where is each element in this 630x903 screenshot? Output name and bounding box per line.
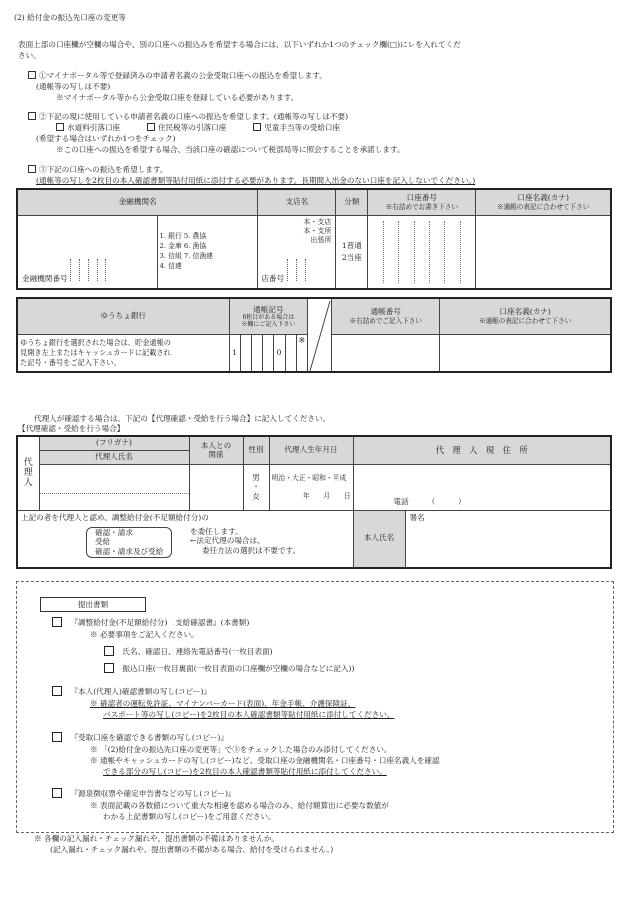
option-3 bbox=[28, 165, 167, 175]
principal-block bbox=[353, 510, 611, 568]
intro-text: 表面上部の口座欄が空欄の場合や、別の口座への振込みを希望する場合には、以下いずれか1つのチェック欄(□)にレを入れてくだ bbox=[18, 40, 461, 49]
phone-label: 電話 （ ） bbox=[393, 497, 466, 507]
doc-4-note-1: ※ 表面記載の各数値について重大な相違を認める場合のみ、給付額算出に必要な数値が bbox=[90, 801, 389, 810]
col-branch: 支店名 bbox=[258, 189, 336, 215]
tax-account-checkbox[interactable] bbox=[147, 123, 155, 131]
yucho-name-input[interactable] bbox=[440, 334, 611, 372]
col-yucho-name: 口座名義(カナ) ※通帳の表記に合わせて下さい bbox=[440, 298, 611, 334]
doc-2 bbox=[52, 686, 211, 697]
doc-1 bbox=[52, 617, 249, 628]
yucho-table bbox=[16, 297, 612, 373]
col-furigana: (フリガナ) bbox=[39, 436, 189, 450]
delegation-block: 上記の者を代理人と認め、調整給付金(不足額給付分)の 確認・請求 受給 確認・請求及び受給 を委任します。 ←法定代理の場合は、 委任方法の選択は不要です。 bbox=[17, 510, 353, 568]
doc-4-note-2: わかる上記書類の写し(コピー)をご用意ください。 bbox=[103, 812, 276, 821]
yucho-divider bbox=[308, 298, 332, 372]
doc-2-note-2: パスポート等の写し(コピー)を2枚目の本人確認書類等貼付用紙に添付してください。 bbox=[103, 710, 395, 719]
option-2-note: (希望する場合はいずれか1つをチェック) bbox=[36, 134, 176, 143]
option-1-checkbox[interactable] bbox=[28, 71, 36, 79]
yucho-asterisk: ※ bbox=[296, 334, 308, 372]
col-gender: 性別 bbox=[243, 436, 269, 464]
doc-1-sub-2-label: 振込口座(一枚目裏面(一枚目表面の口座欄が空欄の場合などに記入)) bbox=[122, 664, 355, 673]
bank-type-options: 1. 銀行 5. 農協 2. 金庫 6. 漁協 3. 信組 7. 信漁連 4. 信連 bbox=[157, 215, 258, 289]
account-number-input[interactable] bbox=[368, 215, 476, 289]
doc-1-note: ※ 必要事項をご記入ください。 bbox=[90, 630, 199, 639]
child-allowance-checkbox[interactable] bbox=[253, 123, 261, 131]
intro-text-cont: さい。 bbox=[18, 51, 41, 60]
doc-3 bbox=[52, 732, 228, 743]
yucho-symbol-digit[interactable] bbox=[262, 334, 273, 372]
bank-code-label: 金融機関番号 bbox=[22, 273, 68, 283]
option-3-note bbox=[36, 176, 475, 186]
footer-warning: ※ 各欄の記入漏れ・チェック漏れや、提出書類の不備はありませんか。 bbox=[34, 834, 280, 843]
doc-4 bbox=[52, 788, 236, 799]
option-2-note2: ※この口座への振込を希望する場合、当該口座の確認について税部局等に照会することを承諾します。 bbox=[56, 145, 405, 154]
doc-1-label: 『調整給付金(不足額給付分) 支給確認書』(本書類) bbox=[70, 618, 250, 627]
yucho-note: ゆうちょ銀行を選択された場合は、貯金通帳の 見開き左上またはキャッシュカードに記載され た記号・番号をご記入下さい。 bbox=[17, 334, 229, 372]
doc-3-checkbox[interactable] bbox=[52, 732, 62, 742]
doc-1-sub-2-checkbox[interactable] bbox=[104, 663, 114, 673]
documents-title: 提出書類 bbox=[40, 597, 146, 612]
doc-2-label: 『本人(代理人)確認書類の写し(コピー)』 bbox=[70, 687, 212, 696]
agent-name-input[interactable] bbox=[39, 464, 189, 510]
option-2-subchoices bbox=[56, 123, 340, 133]
principal-label: 本人氏名 bbox=[354, 511, 406, 567]
doc-3-label: 『受取口座を確認できる書類の写し(コピー)』 bbox=[70, 733, 228, 742]
doc-3-note-3: できる部分の写し(コピー)を2枚目の本人確認書類等貼付用紙に添付してください。 bbox=[103, 767, 387, 776]
option-1-note: (通帳等の写しは不要) bbox=[36, 82, 111, 91]
doc-1-checkbox[interactable] bbox=[52, 617, 62, 627]
doc-1-sub-2 bbox=[104, 663, 355, 674]
diagonal-line bbox=[308, 299, 332, 373]
signature-label: 署名 bbox=[409, 512, 425, 522]
agent-intro: 代理人が確認する場合は、下記の【代理確認・受給を行う場合】に記入してください。 bbox=[34, 414, 331, 423]
yucho-number-input[interactable] bbox=[332, 334, 440, 372]
birthdate-input[interactable]: 明治・大正・昭和・平成 年 月 日 bbox=[269, 464, 353, 510]
option-3-checkbox[interactable] bbox=[28, 165, 36, 173]
yucho-symbol-prefix: 1 bbox=[229, 334, 240, 372]
option-1-label: ①マイナポータル等で登録済みの申請者名義の公金受取口座への振込を希望します。 bbox=[39, 71, 327, 80]
doc-4-label: 『源泉徴収票や確定申告書などの写し(コピー)』 bbox=[70, 789, 236, 798]
doc-3-note-2: ※ 通帳やキャッシュカードの写し(コピー)など、受取口座の金融機関名・口座番号・口座名義人を確認 bbox=[90, 756, 440, 765]
option-2-checkbox[interactable] bbox=[28, 112, 36, 120]
col-symbol: 通帳記号 6桁目がある場合は ※欄にご記入下さい bbox=[229, 298, 308, 334]
option-2-label: ②下記の現に使用している申請者名義の口座への振込を希望します。(通帳等の写しは不要) bbox=[39, 112, 349, 121]
doc-1-sub-1-label: 氏名、確認日、連絡先電話番号(一枚目表面) bbox=[122, 647, 273, 656]
section-heading: (2) 給付金の振込先口座の変更等 bbox=[14, 13, 126, 22]
branch-input[interactable]: 本・支店 本・支所 出張所 店番号 bbox=[258, 215, 336, 289]
option-3-note-a: (通帳等の写しを2枚目の本人確認書類等貼付用紙に添付する必要があります。 bbox=[36, 176, 302, 185]
col-address: 代 理 人 現 住 所 bbox=[353, 436, 611, 464]
agent-heading: 【代理確認・受給を行う場合】 bbox=[18, 424, 125, 433]
doc-4-checkbox[interactable] bbox=[52, 788, 62, 798]
delegation-options[interactable]: 確認・請求 受給 確認・請求及び受給 bbox=[86, 527, 172, 559]
footer-warning-2: (記入漏れ・チェック漏れや、提出書類の不備がある場合、給付を受けられません。) bbox=[50, 845, 334, 854]
water-account-label: 水道料引落口座 bbox=[67, 123, 121, 132]
bank-account-table bbox=[16, 188, 612, 290]
doc-2-checkbox[interactable] bbox=[52, 686, 62, 696]
account-type-options[interactable]: 1普通 2当座 bbox=[336, 215, 368, 289]
option-2 bbox=[28, 112, 348, 122]
yucho-symbol-sixth[interactable] bbox=[285, 334, 296, 372]
option-1 bbox=[28, 71, 327, 81]
option-3-note-b: 長期間入出金のない口座を記入しないでください。) bbox=[301, 176, 476, 185]
col-account-name: 口座名義(カナ) ※通帳の表記に合わせて下さい bbox=[476, 189, 611, 215]
doc-2-note-1: ※ 確認者の運転免許証、マイナンバーカード(表面)、年金手帳、介護保険証、 bbox=[90, 699, 356, 708]
bank-name-input[interactable] bbox=[17, 215, 157, 289]
yucho-symbol-digit[interactable] bbox=[251, 334, 262, 372]
col-birthdate: 代理人生年月日 bbox=[269, 436, 353, 464]
doc-1-sub-1-checkbox[interactable] bbox=[104, 646, 114, 656]
col-account-number: 口座番号 ※右詰めでお書き下さい bbox=[368, 189, 476, 215]
col-type: 分類 bbox=[336, 189, 368, 215]
agent-table bbox=[16, 435, 612, 569]
col-bank-name: 金融機関名 bbox=[17, 189, 258, 215]
col-yucho-number: 通帳番号 ※右詰めでご記入下さい bbox=[332, 298, 440, 334]
option-1-note2: ※マイナポータル等から公金受取口座を登録している必要があります。 bbox=[56, 93, 299, 102]
delegation-note: を委任します。 ←法定代理の場合は、 委任方法の選択は不要です。 bbox=[190, 526, 301, 556]
account-name-input[interactable] bbox=[476, 215, 611, 289]
col-agent-name: 代理人氏名 bbox=[39, 450, 189, 464]
agent-side-label: 代理人 bbox=[17, 436, 39, 510]
gender-options[interactable]: 男 ・ 女 bbox=[243, 464, 269, 510]
address-input[interactable] bbox=[353, 464, 611, 510]
doc-1-sub-1 bbox=[104, 646, 273, 657]
tax-account-label: 住民税等の引落口座 bbox=[158, 123, 227, 132]
water-account-checkbox[interactable] bbox=[56, 123, 64, 131]
doc-3-note-1: ※ 「(2)給付金の振込先口座の変更等」で③をチェックした場合のみ添付してください。 bbox=[90, 745, 392, 754]
signature-field[interactable] bbox=[406, 511, 611, 567]
option-3-label: ③下記の口座への振込を希望します。 bbox=[39, 165, 168, 174]
yucho-symbol-digit[interactable] bbox=[240, 334, 251, 372]
branch-code-label: 店番号 bbox=[261, 273, 285, 283]
relation-input[interactable] bbox=[189, 464, 243, 510]
col-yucho: ゆうちょ銀行 bbox=[17, 298, 229, 334]
col-relation: 本人との 関係 bbox=[189, 436, 243, 464]
yucho-symbol-zero: 0 bbox=[273, 334, 285, 372]
child-allowance-label: 児童手当等の受給口座 bbox=[264, 123, 341, 132]
